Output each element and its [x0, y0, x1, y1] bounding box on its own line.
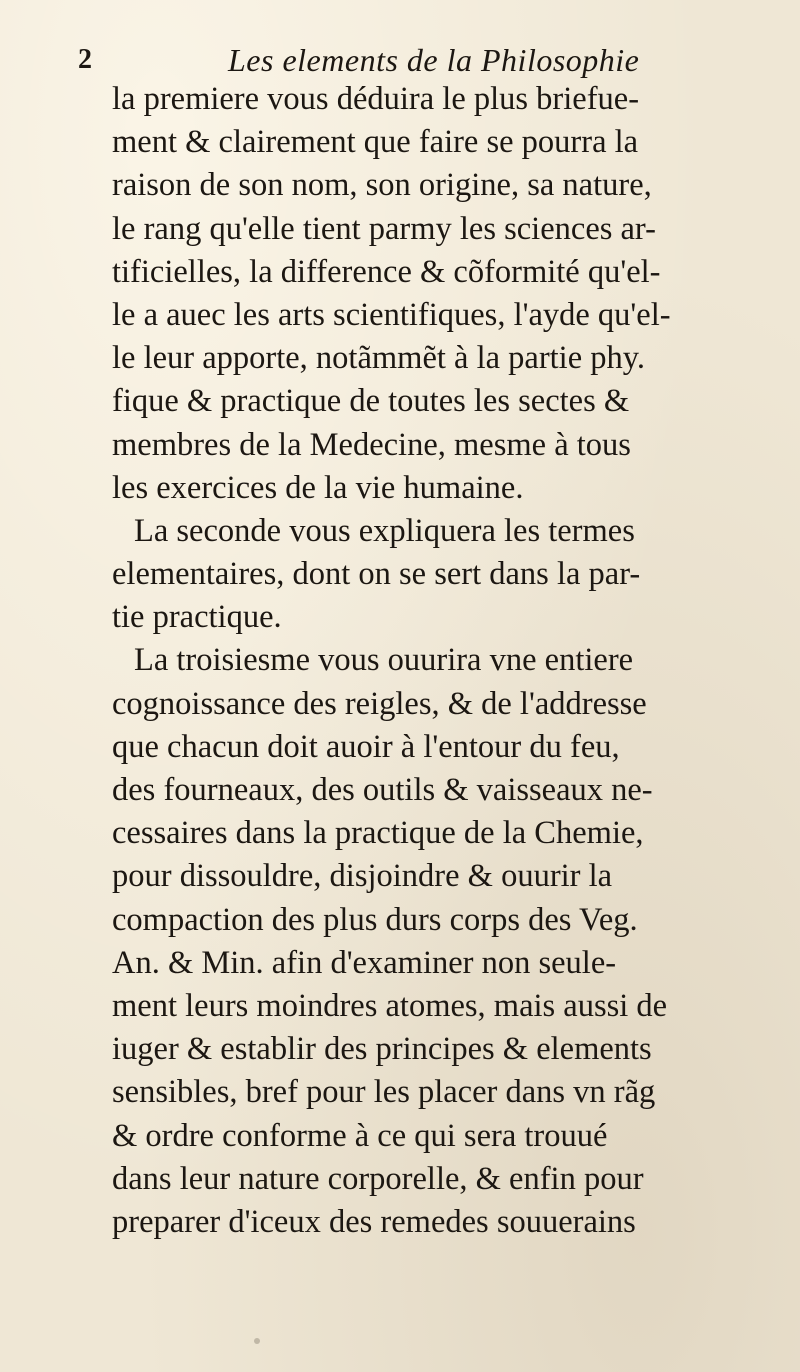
text-line: La seconde vous expliquera les termes — [134, 512, 635, 549]
text-line: An. & Min. afin d'examiner non seule- — [112, 944, 617, 981]
text-line: iuger & establir des principes & elements — [112, 1031, 652, 1068]
text-line: ment & clairement que faire se pourra la — [112, 124, 639, 161]
text-line: sensibles, bref pour les placer dans vn rãg — [112, 1074, 656, 1111]
text-line: que chacun doit auoir à l'entour du feu, — [112, 728, 620, 765]
text-line: la premiere vous déduira le plus briefue- — [112, 81, 640, 117]
text-line: compaction des plus durs corps des Veg. — [112, 901, 638, 938]
page-number: 2 — [78, 44, 92, 75]
text-line: La troisiesme vous ouurira vne entiere — [134, 642, 634, 679]
text-line: des fourneaux, des outils & vaisseaux ne- — [112, 772, 653, 808]
text-line: ment leurs moindres atomes, mais aussi de — [112, 987, 668, 1024]
text-line: fique & practique de toutes les sectes & — [112, 383, 630, 420]
page-header — [78, 38, 778, 82]
running-title: Les elements de la Philosophie — [228, 42, 640, 78]
text-line: elementaires, dont on se sert dans la par- — [112, 556, 641, 593]
ink-speck — [254, 1338, 260, 1344]
text-line: dans leur nature corporelle, & enfin pour — [112, 1160, 644, 1197]
text-line: tificielles, la difference & cõformité qu'el- — [112, 253, 661, 290]
text-line: le rang qu'elle tient parmy les sciences ar- — [112, 210, 656, 247]
text-line: le leur apporte, notãmmẽt à la partie phy. — [112, 340, 646, 377]
text-line: preparer d'iceux des remedes souuerains — [112, 1203, 636, 1240]
text-line: pour dissouldre, disjoindre & ouurir la — [112, 858, 613, 895]
text-line: les exercices de la vie humaine. — [112, 469, 524, 506]
text-line: tie practique. — [112, 599, 282, 636]
text-line: cessaires dans la practique de la Chemie, — [112, 815, 644, 852]
text-line: & ordre conforme à ce qui sera trouué — [112, 1117, 608, 1154]
text-line: le a auec les arts scientifiques, l'ayde qu'el- — [112, 296, 671, 333]
body-text — [112, 78, 800, 1244]
text-line: cognoissance des reigles, & de l'addresse — [112, 685, 647, 722]
text-line: membres de la Medecine, mesme à tous — [112, 426, 631, 463]
text-line: raison de son nom, son origine, sa nature, — [112, 167, 652, 204]
